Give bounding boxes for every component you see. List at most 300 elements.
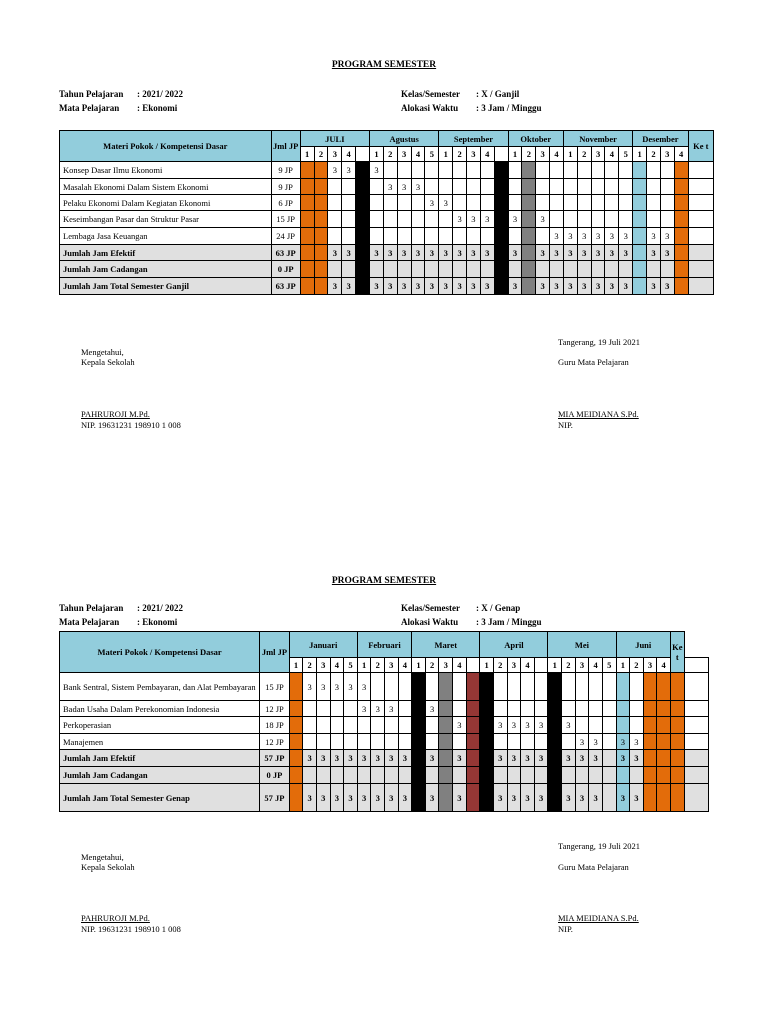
week-cell: 3 [439, 195, 453, 211]
week-cell: 3 [605, 228, 619, 245]
week-cell [330, 767, 344, 784]
ket-cell [688, 245, 713, 261]
summary-row [60, 767, 709, 784]
week-cell [425, 673, 439, 701]
tahun-value: : 2021/ 2022 [137, 89, 183, 99]
week-header: 4 [521, 658, 535, 673]
week-cell [439, 784, 453, 812]
week-cell [602, 750, 616, 767]
week-cell [670, 784, 684, 812]
week-cell [536, 261, 550, 278]
month-maret: Maret [412, 632, 480, 658]
guru-name-genap: MIA MEIDIANA S.Pd. [558, 913, 639, 923]
week-cell [466, 734, 480, 750]
week-header: 1 [370, 147, 384, 162]
week-cell [466, 701, 480, 717]
table-row [60, 701, 709, 717]
week-cell [591, 211, 605, 228]
week-cell [562, 734, 576, 750]
week-cell [467, 261, 481, 278]
week-cell [357, 767, 371, 784]
week-cell [494, 278, 508, 295]
week-cell [480, 784, 494, 812]
week-cell: 3 [453, 278, 467, 295]
week-cell [303, 767, 317, 784]
jp-cell: 15 JP [271, 211, 300, 228]
week-cell [602, 673, 616, 701]
week-cell [536, 179, 550, 195]
week-cell [385, 767, 399, 784]
ket-cell [684, 701, 708, 717]
week-cell [425, 734, 439, 750]
ket-cell [688, 261, 713, 278]
week-cell [466, 717, 480, 734]
week-cell: 3 [425, 195, 439, 211]
week-cell [643, 750, 657, 767]
week-header: 3 [507, 658, 521, 673]
materi-cell: Badan Usaha Dalam Perekonomian Indonesia [60, 701, 260, 717]
week-cell: 3 [507, 784, 521, 812]
week-cell [657, 717, 671, 734]
week-cell [508, 195, 522, 211]
week-cell [383, 162, 397, 179]
week-header: 4 [453, 658, 467, 673]
week-cell [342, 195, 356, 211]
week-header: 2 [453, 147, 467, 162]
week-cell: 3 [508, 245, 522, 261]
week-cell [657, 673, 671, 701]
week-header: 3 [591, 147, 605, 162]
week-cell [657, 701, 671, 717]
month-april: April [480, 632, 548, 658]
week-cell [563, 211, 577, 228]
week-cell [647, 261, 661, 278]
week-cell [674, 228, 688, 245]
week-cell [425, 162, 439, 179]
materi-cell: Keseimbangan Pasar dan Struktur Pasar [60, 211, 272, 228]
week-cell [412, 734, 426, 750]
week-cell [619, 162, 633, 179]
week-cell: 3 [562, 750, 576, 767]
week-cell: 3 [536, 245, 550, 261]
mapel-value: : Ekonomi [137, 617, 178, 627]
week-cell [412, 750, 426, 767]
materi-cell: Lembaga Jasa Keuangan [60, 228, 272, 245]
alokasi-value: : 3 Jam / Minggu [476, 617, 542, 627]
header-row-months [60, 131, 714, 147]
week-cell [660, 261, 674, 278]
week-cell [439, 750, 453, 767]
week-cell [316, 734, 330, 750]
month-januari: Januari [289, 632, 357, 658]
week-cell [575, 673, 589, 701]
week-cell: 3 [660, 278, 674, 295]
week-cell: 3 [303, 784, 317, 812]
week-cell: 3 [330, 784, 344, 812]
week-cell [660, 211, 674, 228]
week-cell [411, 195, 425, 211]
week-cell: 3 [342, 245, 356, 261]
week-cell [577, 179, 591, 195]
week-cell [575, 717, 589, 734]
week-cell [550, 195, 564, 211]
week-cell [577, 261, 591, 278]
kelas-value: : X / Ganjil [476, 89, 520, 99]
week-cell: 3 [316, 784, 330, 812]
table-row [60, 673, 709, 701]
week-cell [575, 701, 589, 717]
page-title-ganjil: PROGRAM SEMESTER [331, 60, 437, 70]
week-header: 4 [605, 147, 619, 162]
week-cell [602, 767, 616, 784]
week-cell [589, 701, 603, 717]
kelas-value: : X / Genap [476, 603, 521, 613]
week-cell: 3 [534, 784, 548, 812]
week-cell [370, 211, 384, 228]
header-materi: Materi Pokok / Kompetensi Dasar [60, 131, 272, 162]
jp-cell: 0 JP [271, 261, 300, 278]
week-cell [670, 717, 684, 734]
week-cell: 3 [591, 228, 605, 245]
week-cell [616, 701, 630, 717]
week-cell [494, 245, 508, 261]
page-title-genap: PROGRAM SEMESTER [331, 576, 437, 586]
week-cell [563, 261, 577, 278]
week-cell [674, 245, 688, 261]
week-cell [397, 261, 411, 278]
week-header: 3 [660, 147, 674, 162]
week-cell [370, 228, 384, 245]
week-cell: 3 [507, 750, 521, 767]
week-cell [480, 195, 494, 211]
week-cell [480, 673, 494, 701]
week-cell [602, 784, 616, 812]
week-header: 1 [300, 147, 314, 162]
week-cell [633, 261, 647, 278]
week-cell [289, 734, 303, 750]
week-cell: 3 [383, 245, 397, 261]
week-cell [439, 673, 453, 701]
week-cell [330, 717, 344, 734]
week-cell [522, 278, 536, 295]
week-cell [300, 195, 314, 211]
week-cell: 3 [439, 278, 453, 295]
week-cell: 3 [411, 245, 425, 261]
week-cell: 3 [453, 750, 467, 767]
week-cell [508, 261, 522, 278]
week-cell [303, 701, 317, 717]
week-cell: 3 [425, 750, 439, 767]
week-cell [356, 228, 370, 245]
week-cell [660, 179, 674, 195]
week-cell: 3 [619, 228, 633, 245]
week-cell [548, 750, 562, 767]
week-cell [439, 211, 453, 228]
week-cell [602, 734, 616, 750]
week-cell [508, 228, 522, 245]
week-cell [643, 701, 657, 717]
week-cell [591, 162, 605, 179]
week-cell [397, 228, 411, 245]
week-cell [453, 734, 467, 750]
week-cell [522, 162, 536, 179]
week-cell [507, 734, 521, 750]
week-cell: 3 [575, 734, 589, 750]
week-cell [330, 734, 344, 750]
week-cell [480, 701, 494, 717]
week-cell [344, 701, 358, 717]
jp-cell: 63 JP [271, 245, 300, 261]
week-cell: 3 [493, 784, 507, 812]
week-cell [467, 228, 481, 245]
week-cell [356, 162, 370, 179]
week-cell: 3 [589, 750, 603, 767]
week-header: 2 [522, 147, 536, 162]
week-cell: 3 [619, 278, 633, 295]
week-cell: 3 [370, 162, 384, 179]
week-cell [508, 162, 522, 179]
week-cell [425, 179, 439, 195]
materi-cell: Perkoperasian [60, 717, 260, 734]
week-cell [383, 211, 397, 228]
week-cell [534, 673, 548, 701]
week-cell [633, 245, 647, 261]
week-cell [548, 717, 562, 734]
guru-label-genap: Guru Mata Pelajaran [558, 862, 629, 872]
week-header: 1 [563, 147, 577, 162]
week-cell [591, 261, 605, 278]
header-jml-jp: Jml JP [260, 632, 289, 673]
alokasi-waktu-genap [401, 617, 542, 627]
week-cell [466, 784, 480, 812]
week-cell [453, 261, 467, 278]
week-cell: 3 [534, 717, 548, 734]
week-cell [356, 195, 370, 211]
week-header: 3 [575, 658, 589, 673]
week-cell [300, 228, 314, 245]
month-agustus: Agustus [370, 131, 439, 147]
week-cell [411, 211, 425, 228]
week-cell: 3 [453, 211, 467, 228]
week-cell [605, 162, 619, 179]
ket-cell [684, 784, 708, 812]
week-cell [605, 179, 619, 195]
week-header: 2 [371, 658, 385, 673]
week-cell: 3 [493, 717, 507, 734]
week-cell [453, 195, 467, 211]
week-cell: 3 [536, 211, 550, 228]
tahun-pelajaran-genap [59, 603, 183, 613]
mata-pelajaran-genap [59, 617, 177, 627]
week-cell: 3 [630, 750, 644, 767]
week-cell [412, 767, 426, 784]
week-cell [577, 211, 591, 228]
week-cell [314, 179, 328, 195]
week-cell: 3 [616, 784, 630, 812]
month-september: September [439, 131, 508, 147]
week-cell: 3 [508, 211, 522, 228]
week-cell [316, 717, 330, 734]
week-cell [328, 179, 342, 195]
week-header: 2 [577, 147, 591, 162]
kepala-name-ganjil: PAHRUROJI M.Pd. [81, 409, 150, 419]
week-cell [602, 701, 616, 717]
kelas-semester-genap [401, 603, 520, 613]
week-header: 3 [643, 658, 657, 673]
week-cell: 3 [534, 750, 548, 767]
week-cell [550, 211, 564, 228]
week-cell [344, 734, 358, 750]
week-cell: 3 [342, 278, 356, 295]
week-cell [412, 673, 426, 701]
week-cell: 3 [562, 784, 576, 812]
week-cell [425, 717, 439, 734]
table-row [60, 228, 714, 245]
week-cell [534, 734, 548, 750]
week-cell [466, 673, 480, 701]
week-cell [577, 195, 591, 211]
week-header [534, 658, 548, 673]
week-cell: 3 [370, 245, 384, 261]
week-cell: 3 [328, 162, 342, 179]
week-header: 2 [562, 658, 576, 673]
week-header [356, 147, 370, 162]
tahun-pelajaran-ganjil [59, 89, 183, 99]
week-cell [370, 179, 384, 195]
week-cell [550, 162, 564, 179]
ket-cell [688, 278, 713, 295]
week-cell [480, 767, 494, 784]
week-cell [342, 228, 356, 245]
week-header [494, 147, 508, 162]
week-cell [633, 195, 647, 211]
kepala-name-genap: PAHRUROJI M.Pd. [81, 913, 150, 923]
week-cell: 3 [508, 278, 522, 295]
week-cell: 3 [303, 673, 317, 701]
week-header: 3 [397, 147, 411, 162]
week-cell: 3 [411, 278, 425, 295]
week-cell [453, 701, 467, 717]
week-cell: 3 [536, 278, 550, 295]
alokasi-label: Alokasi Waktu [401, 103, 459, 113]
week-cell: 3 [385, 750, 399, 767]
week-header: 1 [289, 658, 303, 673]
week-cell [328, 228, 342, 245]
week-cell [425, 211, 439, 228]
week-cell [397, 195, 411, 211]
jp-cell: 9 JP [271, 162, 300, 179]
jp-cell: 24 JP [271, 228, 300, 245]
week-cell: 3 [328, 278, 342, 295]
week-cell: 3 [480, 278, 494, 295]
week-cell: 3 [385, 701, 399, 717]
mapel-label: Mata Pelajaran [59, 617, 120, 627]
week-header: 1 [412, 658, 426, 673]
week-cell: 3 [411, 179, 425, 195]
materi-cell: Jumlah Jam Total Semester Ganjil [60, 278, 272, 295]
week-cell [397, 162, 411, 179]
materi-cell: Bank Sentral, Sistem Pembayaran, dan Alat Pembayaran [60, 673, 260, 701]
week-cell [534, 701, 548, 717]
kepala-nip-genap: NIP. 19631231 198910 1 008 [81, 924, 181, 934]
jp-cell: 57 JP [260, 784, 289, 812]
week-cell [289, 717, 303, 734]
week-cell [670, 767, 684, 784]
week-cell [303, 717, 317, 734]
mata-pelajaran-ganjil [59, 103, 177, 113]
week-cell: 3 [521, 717, 535, 734]
week-cell: 3 [397, 179, 411, 195]
week-cell [633, 162, 647, 179]
week-cell: 3 [383, 179, 397, 195]
week-cell [480, 261, 494, 278]
kelas-label: Kelas/Semester [401, 89, 460, 99]
week-cell [342, 211, 356, 228]
week-cell [616, 717, 630, 734]
week-cell: 3 [383, 278, 397, 295]
week-cell [453, 162, 467, 179]
week-cell: 3 [619, 245, 633, 261]
week-cell: 3 [550, 278, 564, 295]
alokasi-label: Alokasi Waktu [401, 617, 459, 627]
week-cell [425, 228, 439, 245]
week-cell [300, 278, 314, 295]
week-cell [563, 162, 577, 179]
week-cell [385, 673, 399, 701]
month-oktober: Oktober [508, 131, 563, 147]
week-header: 3 [439, 658, 453, 673]
week-cell [616, 767, 630, 784]
week-cell [494, 195, 508, 211]
week-cell [619, 211, 633, 228]
header-materi: Materi Pokok / Kompetensi Dasar [60, 632, 260, 673]
week-cell [674, 162, 688, 179]
week-cell [439, 717, 453, 734]
week-cell [370, 261, 384, 278]
week-cell [425, 261, 439, 278]
ket-cell [688, 162, 713, 179]
week-cell [289, 767, 303, 784]
materi-cell: Manajemen [60, 734, 260, 750]
kepala-sekolah-label-ganjil: Kepala Sekolah [81, 357, 135, 367]
tahun-value: : 2021/ 2022 [137, 603, 183, 613]
week-header: 5 [619, 147, 633, 162]
kepala-nip-ganjil: NIP. 19631231 198910 1 008 [81, 420, 181, 430]
week-cell [371, 734, 385, 750]
week-header: 4 [550, 147, 564, 162]
guru-name-ganjil: MIA MEIDIANA S.Pd. [558, 409, 639, 419]
week-cell [591, 195, 605, 211]
week-cell: 3 [371, 784, 385, 812]
program-semester-table-genap [59, 631, 709, 812]
week-cell [314, 211, 328, 228]
week-cell [453, 228, 467, 245]
week-cell [300, 162, 314, 179]
kelas-semester-ganjil [401, 89, 519, 99]
table-row [60, 734, 709, 750]
week-cell [356, 179, 370, 195]
week-cell [548, 673, 562, 701]
mapel-value: : Ekonomi [137, 103, 178, 113]
week-cell [300, 261, 314, 278]
week-cell: 3 [425, 278, 439, 295]
header-jml-jp: Jml JP [271, 131, 300, 162]
week-cell: 3 [493, 750, 507, 767]
week-header: 2 [493, 658, 507, 673]
week-cell [550, 179, 564, 195]
week-cell: 3 [397, 245, 411, 261]
week-cell [453, 767, 467, 784]
